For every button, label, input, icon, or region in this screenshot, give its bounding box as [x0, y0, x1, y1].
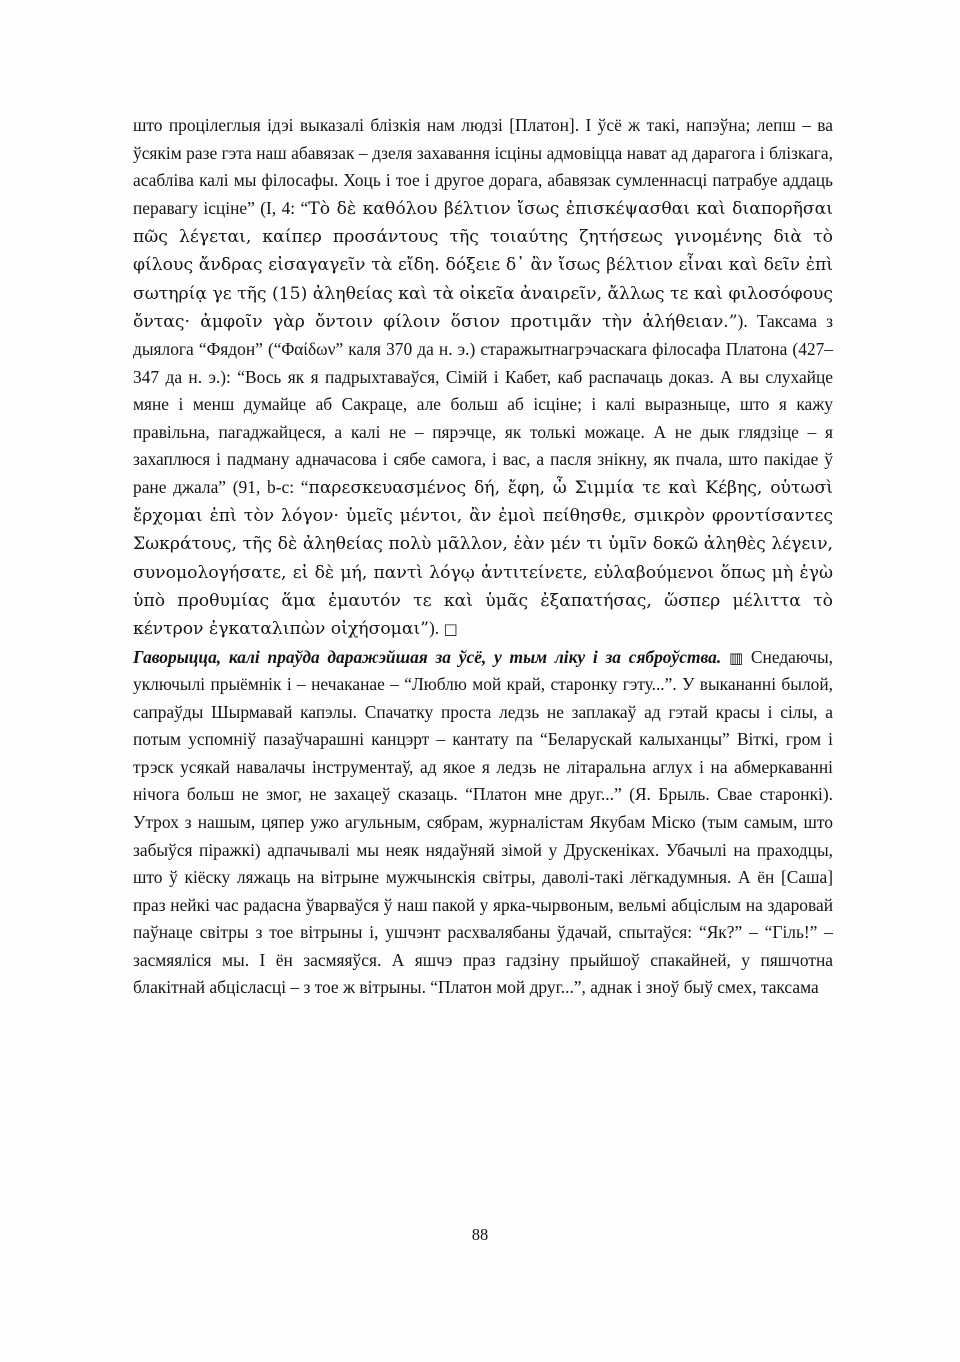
body-paragraph — [133, 112, 833, 1002]
paragraph-1-text: што процілеглыя ідэі выказалі блізкія нам людзі [Платон]. І ўсё ж такі, напэўна; лепш – ва ўсякім разе гэта наш абавязак – дзеля захавання ісціны адмовіцца нават ад дарагога і блізкага, асабліва калі мы філосафы. Хоць і тое і другое дорага, абавязак сумленнасці патрабуе аддаць перавагу ісціне” (І, 4: “ — [133, 115, 833, 218]
paragraph-2-text: Снедаючы, уключылі прыёмнік і – нечаканае – “Люблю мой край, старонку гэту...”. У выкананні былой, сапраўды Шырмавай капэлы. Спачатку проста ледзь не заплакаў ад гэтай красы і сілы, а потым успомніў пазаўчарашні канцэрт – кантату па “Беларускай калыханцы” Віткі, гром і трэск усякай навалачы інструментаў, ад якое я ледзь не літаральна аглух і на абмеркаванні нічога больш не змог, не захацеў сказаць. “Платон мне друг...” (Я. Брыль. Свае старонкі). Утрох з нашым, цяпер ужо агульным, сябрам, журналістам Якубам Міско (тым самым, што забыўся піражкі) адпачывалі мы неяк нядаўняй зімой у Друскеніках. Убачылі на праходцы, што ў кіёску ляжаць на вітрыне мужчынскія світры, даволі-такі лёгкадумныя. А ён [Саша] праз нейкі час радасна ўварваўся ў наш пакой у ярка-чырвоным, вельмі абціслым на здаровай паўнаце світры з тое вітрыны і, ушчэнт расхвалябаны ўдачай, спытаўся: “Як?” – “Гіль!” – засмяяліся мы. І ён засмяяўся. А яшчэ праз гадзіну прыйшоў спакайней, у пяшчотна блакітнай абцісласці – з тое ж вітрыны. “Платон мой друг...”, аднак і зноў быў смех, таксама — [133, 646, 833, 998]
greek-quote-1: Τὸ δὲ καθόλου βέλτιον ἴσως ἐπισκέψασθαι καὶ διαπορῆσαι πῶς λέγεται, καίπερ προσάντους τῆς τοιαύτης ζητήσεως γινομένης διὰ τὸ φίλους ἄνδρας εἰσαγαγεῖν τὰ εἴδη. δόξειε δ᾽ ἂν ἴσως βέλτιον εἶναι καὶ δεῖν ἐπὶ σωτηρίᾳ γε τῆς (15) ἀληθείας καὶ τὰ οἰκεῖα ἀναιρεῖν, ἄλλως τε καὶ φιλοσόφους ὄντας· ἀμφοῖν γὰρ ὄντοιν φίλοιν ὅσιον προτιμᾶν τὴν ἀλήθειαν.” — [133, 198, 833, 332]
greek-quote-2: παρεσκευασμένος δή, ἔφη, ὦ Σιμμία τε καὶ Κέβης, οὑτωσὶ ἔρχομαι ἐπὶ τὸν λόγον· ὑμεῖς μέντοι, ἂν ἐμοὶ πείθησθε, σμικρὸν φροντίσαντες Σωκράτους, τῆς δὲ ἀληθείας πολὺ μᾶλλον, ἐὰν μέν τι ὑμῖν δοκῶ ἀληθὲς λέγειν, συνομολογήσατε, εἰ δὲ μή, παντὶ λόγῳ ἀντιτείνετε, εὐλαβούμενοι ὅπως μὴ ἐγὼ ὑπὸ προθυμίας ἅμα ἐμαυτόν τε καὶ ὑμᾶς ἐξαπατήσας, ὥσπερ μέλιττα τὸ κέντρον ἐγκαταλιπὼν οἰχήσομαι” — [133, 477, 833, 640]
book-marker-icon: ▥ — [728, 648, 744, 667]
page-body-text — [133, 112, 833, 1002]
square-marker-icon: □ — [443, 620, 458, 639]
paragraph-1b-text: ). Таксама з дыялога “Фядон” (“Φαίδων” каля 370 да н. э.) старажытнагрэчаскага філосафа Платона (427–347 да н. э.): “Вось як я падрыхтаваўся, Сімій і Кабет, каб распачаць доказ. А вы слухайце мяне і менш думайце аб Сакраце, але больш аб ісціне; і калі выразныце, што я кажу правільна, пагаджайцеся, а калі не – пярэчце, як толькі можаце. А не дык глядзіце – я захаплюся і падману адначасова і сябе самога, і вас, а пасля знікну, як пчала, што пакідае ў ране джала” (91, b-c: “ — [133, 310, 833, 497]
italic-heading-text: Гаворыцца, калі праўда даражэйшая за ўсё, у тым ліку і за сяброўства. — [133, 646, 722, 667]
paragraph-1c-text: ). — [428, 618, 444, 639]
page-number: 88 — [471, 1225, 489, 1244]
